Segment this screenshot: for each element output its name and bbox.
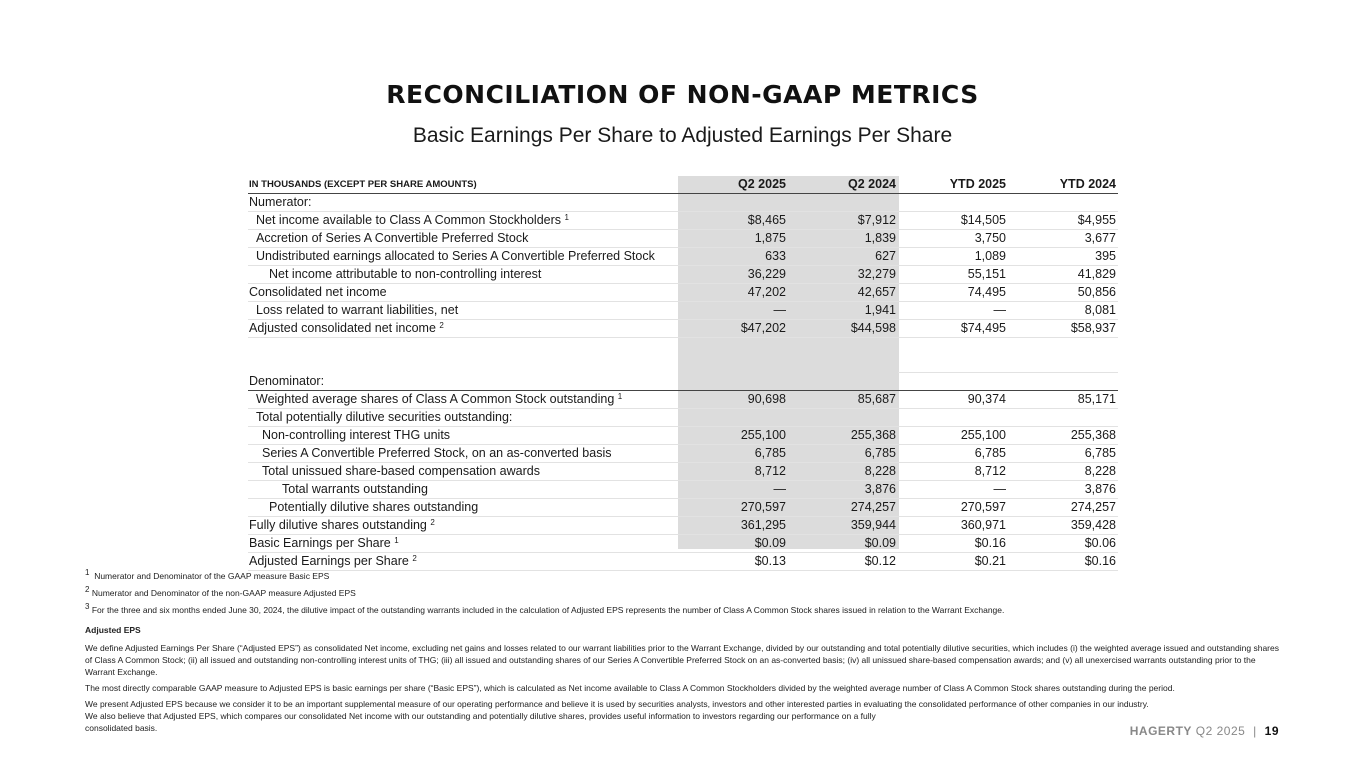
- footnote-2-text: Numerator and Denominator of the non-GAAP measure Adjusted EPS: [91, 588, 356, 598]
- table-row: [248, 266, 1118, 284]
- row-label: [248, 409, 678, 427]
- cell: $0.09: [678, 535, 788, 553]
- table-row: [248, 284, 1118, 302]
- cell: 633: [678, 248, 788, 266]
- cell: $0.16: [898, 535, 1008, 553]
- cell: $58,937: [1008, 320, 1118, 338]
- row-label: [248, 535, 678, 553]
- row-label-text: Loss related to warrant liabilities, net: [256, 303, 459, 317]
- row-label: [248, 445, 678, 463]
- cell: [788, 194, 898, 212]
- cell: $0.09: [788, 535, 898, 553]
- table-row: [248, 481, 1118, 499]
- row-label-text: Adjusted Earnings per Share: [249, 554, 409, 568]
- cell: —: [678, 302, 788, 320]
- cell: 8,228: [788, 463, 898, 481]
- definition-paragraph: We define Adjusted Earnings Per Share (“Adjusted EPS”) as consolidated Net income, excluding net gains and losses related to our warrant liabilities prior to the Warrant Exchange, divided by our outstanding and total potentially dilutive securities, which includes (i) the weighted average issued and outstanding shares of Class A Common Stock; (ii) all issued and outstanding non-controlling interest units of THG; (iii) all issued and outstanding shares of our Series A Convertible Preferred Stock on an as-converted basis; (iv) all unissued share-based compensation awards; and (v) all unexercised warrants outstanding prior to the Warrant Exchange.: [85, 643, 1279, 677]
- cell: 85,687: [788, 391, 898, 409]
- table-row: [248, 499, 1118, 517]
- purpose-line-2: We also believe that Adjusted EPS, which compares our consolidated Net income with our outstanding and potentially dilutive shares, provides useful information to investors regarding our performance on a fully: [85, 711, 876, 721]
- footnotes: [85, 570, 1285, 738]
- section-heading-adjusted-eps: Adjusted EPS: [85, 625, 141, 635]
- row-label: [248, 230, 678, 248]
- footnote-marker: 2: [430, 518, 435, 527]
- cell: [788, 373, 898, 391]
- cell: 270,597: [898, 499, 1008, 517]
- page-footer: [1130, 724, 1279, 738]
- cell: —: [898, 302, 1008, 320]
- row-label-text: Numerator:: [249, 195, 312, 209]
- footnote-marker: 1: [394, 536, 399, 545]
- row-label-text: Undistributed earnings allocated to Series A Convertible Preferred Stock: [256, 249, 655, 263]
- cell: $0.21: [898, 553, 1008, 571]
- row-label: [248, 481, 678, 499]
- column-header-q2-2024: Q2 2024: [788, 176, 898, 194]
- cell: [1008, 373, 1118, 391]
- cell: 3,876: [788, 481, 898, 499]
- row-label: [248, 553, 678, 571]
- cell: 8,712: [898, 463, 1008, 481]
- cell: 50,856: [1008, 284, 1118, 302]
- row-label: [248, 266, 678, 284]
- table-row: [248, 248, 1118, 266]
- footer-period: Q2 2025: [1195, 724, 1246, 738]
- cell: 361,295: [678, 517, 788, 535]
- cell: [678, 373, 788, 391]
- footnote-2: [85, 587, 1285, 599]
- row-label-text: Total potentially dilutive securities outstanding:: [256, 410, 513, 424]
- cell: 274,257: [788, 499, 898, 517]
- row-label-text: Weighted average shares of Class A Common Stock outstanding: [256, 392, 615, 406]
- cell: 255,100: [678, 427, 788, 445]
- cell: [678, 409, 788, 427]
- cell: [1008, 194, 1118, 212]
- cell: $14,505: [898, 212, 1008, 230]
- footnote-marker: 1: [564, 213, 569, 222]
- column-header-q2-2025: Q2 2025: [678, 176, 788, 194]
- table-row: [248, 373, 1118, 391]
- cell: 627: [788, 248, 898, 266]
- cell: [898, 409, 1008, 427]
- footnote-1-text: Numerator and Denominator of the GAAP measure Basic EPS: [94, 571, 330, 581]
- row-label-text: Denominator:: [249, 373, 325, 388]
- cell: 6,785: [788, 445, 898, 463]
- row-label-text: Basic Earnings per Share: [249, 536, 391, 550]
- row-label-text: Net income attributable to non-controlling interest: [269, 267, 542, 281]
- cell: 41,829: [1008, 266, 1118, 284]
- table-row: [248, 194, 1118, 212]
- table-spacer-row: [248, 338, 1118, 373]
- row-label-text: Accretion of Series A Convertible Preferred Stock: [256, 231, 529, 245]
- cell: 6,785: [898, 445, 1008, 463]
- cell: 3,876: [1008, 481, 1118, 499]
- cell: 8,081: [1008, 302, 1118, 320]
- cell: 255,368: [788, 427, 898, 445]
- row-label: [248, 391, 678, 409]
- cell: 6,785: [1008, 445, 1118, 463]
- table-row: [248, 409, 1118, 427]
- row-label: [248, 517, 678, 535]
- row-label-text: Series A Convertible Preferred Stock, on an as-converted basis: [262, 446, 612, 460]
- table-row: [248, 230, 1118, 248]
- cell: $0.16: [1008, 553, 1118, 571]
- row-label-text: Net income available to Class A Common Stockholders: [256, 213, 562, 227]
- table-row: [248, 517, 1118, 535]
- cell: 270,597: [678, 499, 788, 517]
- row-label: [248, 284, 678, 302]
- row-label: [248, 373, 678, 391]
- cell: 6,785: [678, 445, 788, 463]
- cell: $44,598: [788, 320, 898, 338]
- footnote-marker: 1: [617, 392, 623, 401]
- purpose-line-3: consolidated basis.: [85, 723, 158, 733]
- cell: 32,279: [788, 266, 898, 284]
- table-row: [248, 302, 1118, 320]
- cell: 1,089: [898, 248, 1008, 266]
- cell: 255,100: [898, 427, 1008, 445]
- reconciliation-table: [248, 176, 1118, 571]
- cell: 36,229: [678, 266, 788, 284]
- gaap-comparison-paragraph: The most directly comparable GAAP measure to Adjusted EPS is basic earnings per share (“Basic EPS”), which is calculated as Net income available to Class A Common Stockholders divided by the weighted average number of Class A Common Stock shares outstanding during the period.: [85, 683, 1175, 693]
- table-row: [248, 535, 1118, 553]
- footer-separator: |: [1253, 724, 1257, 738]
- cell: 1,839: [788, 230, 898, 248]
- row-label: [248, 427, 678, 445]
- cell: 74,495: [898, 284, 1008, 302]
- cell: [678, 194, 788, 212]
- cell: $0.06: [1008, 535, 1118, 553]
- table-header-row: [248, 176, 1118, 194]
- cell: 274,257: [1008, 499, 1118, 517]
- row-label: [248, 499, 678, 517]
- cell: [788, 409, 898, 427]
- cell: [898, 194, 1008, 212]
- cell: $0.12: [788, 553, 898, 571]
- cell: 42,657: [788, 284, 898, 302]
- page-subtitle: Basic Earnings Per Share to Adjusted Earnings Per Share: [412, 124, 953, 147]
- column-header-ytd-2024: YTD 2024: [1008, 176, 1118, 194]
- footnote-marker: 2: [439, 321, 444, 330]
- footnote-marker: 2: [412, 554, 417, 563]
- cell: —: [678, 481, 788, 499]
- row-label-text: Fully dilutive shares outstanding: [249, 518, 427, 532]
- cell: 90,698: [678, 391, 788, 409]
- cell: $7,912: [788, 212, 898, 230]
- table-row: [248, 212, 1118, 230]
- row-label-text: Total unissued share-based compensation awards: [262, 464, 540, 478]
- cell: 3,750: [898, 230, 1008, 248]
- table-row: [248, 463, 1118, 481]
- row-label-text: Total warrants outstanding: [282, 482, 428, 496]
- cell: 359,944: [788, 517, 898, 535]
- table-row: [248, 391, 1118, 409]
- row-label: [248, 212, 678, 230]
- table-row: [248, 553, 1118, 571]
- footnote-marker: 3: [85, 602, 90, 611]
- page-title: RECONCILIATION OF NON-GAAP METRICS: [386, 80, 979, 109]
- page-number: 19: [1264, 724, 1279, 738]
- cell: 359,428: [1008, 517, 1118, 535]
- footnote-3: [85, 604, 1285, 616]
- row-label: [248, 302, 678, 320]
- cell: 47,202: [678, 284, 788, 302]
- cell: $47,202: [678, 320, 788, 338]
- row-label-text: Non-controlling interest THG units: [262, 428, 451, 442]
- footnote-3-text: For the three and six months ended June 30, 2024, the dilutive impact of the outstanding warrants included in the calculation of Adjusted EPS represents the number of Class A Common Stock shares issued in relation to the Warrant Exchange.: [91, 605, 1005, 615]
- footnote-marker: 1: [85, 568, 90, 577]
- column-header-ytd-2025: YTD 2025: [898, 176, 1008, 194]
- table-row: [248, 445, 1118, 463]
- row-label: [248, 463, 678, 481]
- footnote-marker: 2: [85, 585, 90, 594]
- cell: 255,368: [1008, 427, 1118, 445]
- row-label-text: Potentially dilutive shares outstanding: [269, 500, 479, 514]
- cell: 360,971: [898, 517, 1008, 535]
- cell: 3,677: [1008, 230, 1118, 248]
- cell: 1,941: [788, 302, 898, 320]
- cell: [1008, 409, 1118, 427]
- footnote-1: [85, 570, 1285, 582]
- cell: $8,465: [678, 212, 788, 230]
- row-label: [248, 320, 678, 338]
- table-row: [248, 427, 1118, 445]
- cell: —: [898, 481, 1008, 499]
- row-label: [248, 194, 678, 212]
- header-label: IN THOUSANDS (EXCEPT PER SHARE AMOUNTS): [248, 176, 678, 194]
- row-label: [248, 248, 678, 266]
- cell: 395: [1008, 248, 1118, 266]
- table-row: [248, 320, 1118, 338]
- row-label-text: Consolidated net income: [249, 285, 387, 299]
- purpose-line-1: We present Adjusted EPS because we consider it to be an important supplemental measure of our operating performance and believe it is used by securities analysts, investors and other interested parties in evaluating the consolidated performance of other companies in our industry.: [85, 699, 1149, 709]
- purpose-paragraph: [85, 698, 1285, 734]
- cell: 85,171: [1008, 391, 1118, 409]
- cell: $74,495: [898, 320, 1008, 338]
- cell: $0.13: [678, 553, 788, 571]
- brand-wordmark: HAGERTY: [1129, 724, 1192, 738]
- cell: 90,374: [898, 391, 1008, 409]
- cell: 55,151: [898, 266, 1008, 284]
- cell: 1,875: [678, 230, 788, 248]
- row-label-text: Adjusted consolidated net income: [249, 321, 436, 335]
- cell: 8,712: [678, 463, 788, 481]
- cell: $4,955: [1008, 212, 1118, 230]
- cell: 8,228: [1008, 463, 1118, 481]
- cell: [898, 373, 1008, 391]
